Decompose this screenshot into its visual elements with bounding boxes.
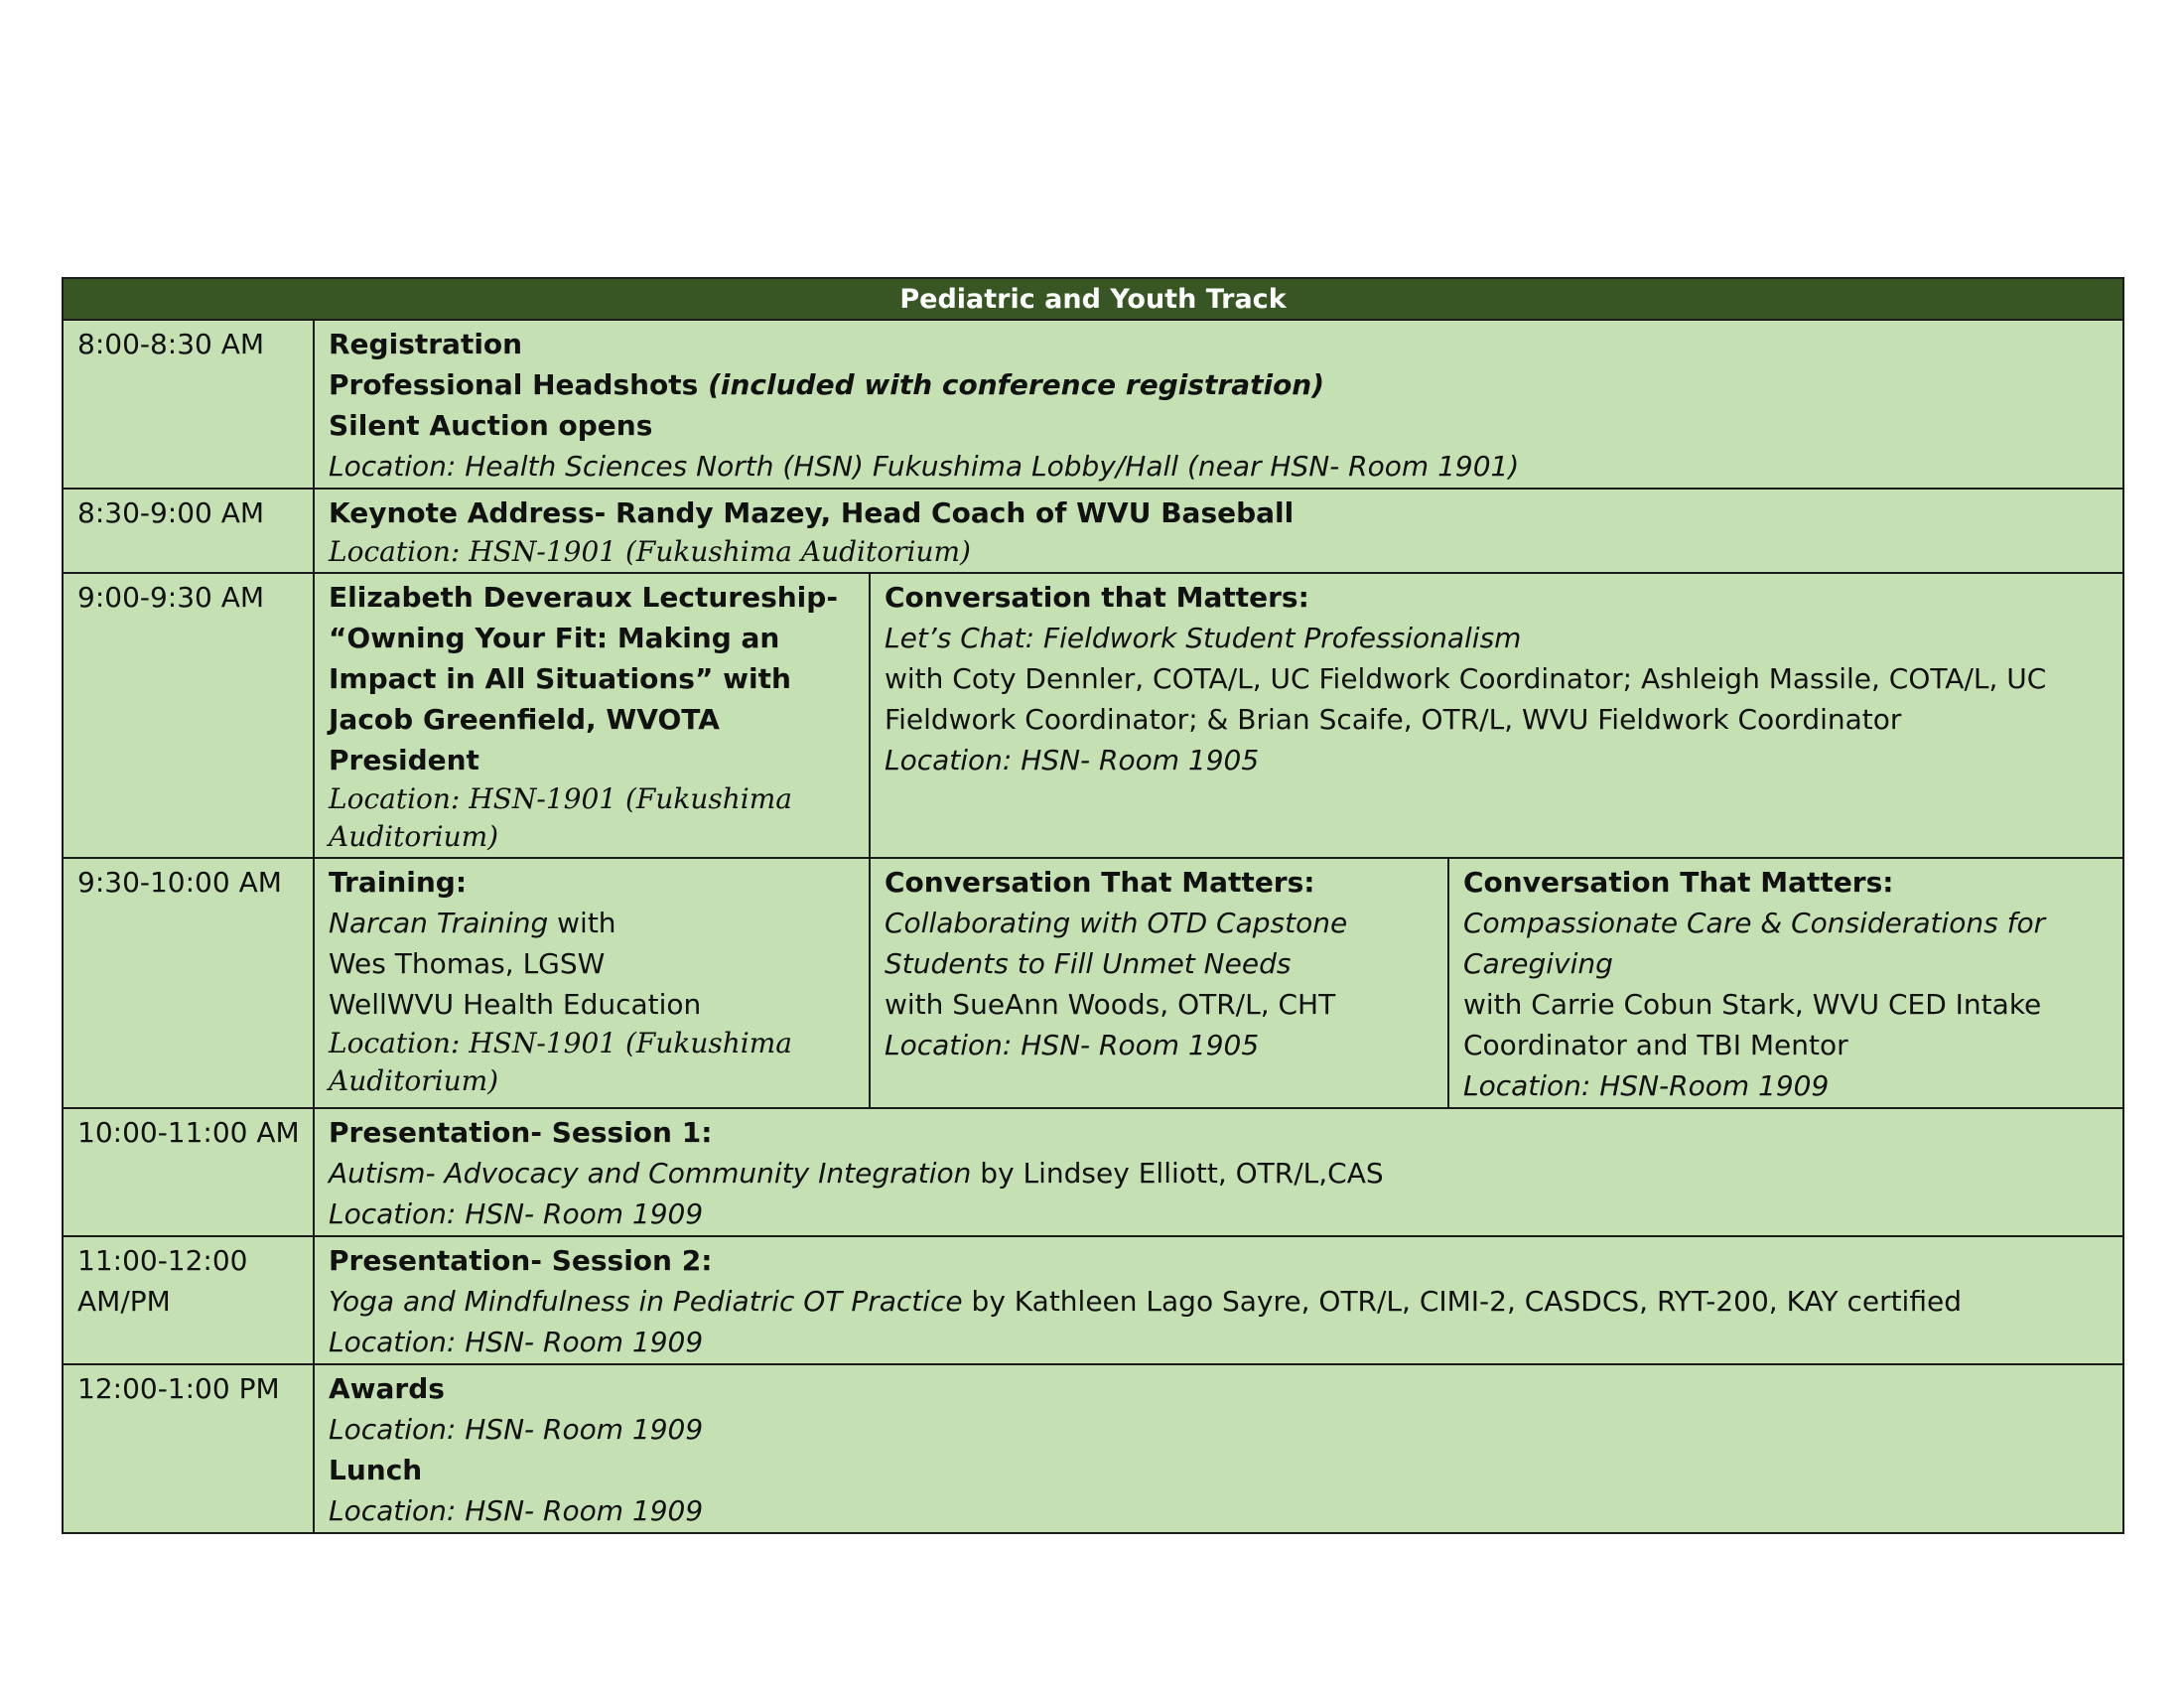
time-cell: 9:00-9:30 AM: [63, 573, 314, 858]
session-location: Location: HSN-1901 (Fukushima Auditorium): [329, 535, 971, 568]
session-heading: Conversation that Matters:: [885, 581, 1309, 614]
session-location: Location: HSN-1901 (Fukushima Auditorium): [329, 1027, 792, 1097]
session-presenter: by Kathleen Lago Sayre, OTR/L, CIMI-2, CASDCS, RYT-200, KAY certified: [962, 1285, 1962, 1318]
schedule-row-awards-lunch: [63, 1364, 2123, 1533]
table-header-row: [63, 278, 2123, 320]
schedule-row-training: [63, 858, 2123, 1108]
session-location: Location: Health Sciences North (HSN) Fukushima Lobby/Hall (near HSN- Room 1901): [329, 450, 1520, 483]
time-cell: 12:00-1:00 PM: [63, 1364, 314, 1533]
session-cell: [314, 1108, 2123, 1236]
session-topic: Narcan Training: [329, 907, 549, 939]
session-location: Location: HSN-1901 (Fukushima Auditorium): [329, 782, 792, 853]
session-topic-line: [329, 1153, 2113, 1194]
schedule-row-keynote: [63, 489, 2123, 573]
session-title: Lunch: [329, 1454, 423, 1486]
session-title: Keynote Address- Randy Mazey, Head Coach of WVU Baseball: [329, 496, 1295, 529]
session-topic: Collaborating with OTD Capstone Students to Fill Unmet Needs: [885, 907, 1348, 980]
session-org: WellWVU Health Education: [329, 988, 702, 1021]
time-cell: 8:30-9:00 AM: [63, 489, 314, 573]
session-cell: [314, 1236, 2123, 1364]
session-heading: Conversation That Matters:: [885, 866, 1315, 899]
session-topic: Let’s Chat: Fieldwork Student Professionalism: [885, 622, 1522, 654]
session-topic: Compassionate Care & Considerations for Caregiving: [1463, 907, 2046, 980]
time-cell: 9:30-10:00 AM: [63, 858, 314, 1108]
session-location: Location: HSN-Room 1909: [1463, 1069, 1830, 1102]
track-title: Pediatric and Youth Track: [63, 278, 2123, 320]
auction-label: Silent Auction opens: [329, 409, 653, 442]
schedule-table: [62, 277, 2124, 1534]
session-heading: Training:: [329, 866, 468, 899]
session-cell: [314, 489, 2123, 573]
session-presenter: by Lindsey Elliott, OTR/L,CAS: [971, 1157, 1384, 1190]
session-location: Location: HSN- Room 1909: [329, 1413, 704, 1446]
session-heading: Conversation That Matters:: [1463, 866, 1894, 899]
session-cell-right: [870, 573, 2123, 858]
time-cell: 10:00-11:00 AM: [63, 1108, 314, 1236]
headshots-label: Professional Headshots: [329, 368, 709, 401]
session-title: Awards: [329, 1372, 445, 1405]
session-cell-left: [314, 573, 870, 858]
session-heading: Presentation- Session 1:: [329, 1116, 713, 1149]
schedule-row-registration: [63, 320, 2123, 489]
time-cell: 11:00-12:00 AM/PM: [63, 1236, 314, 1364]
session-location: Location: HSN- Room 1909: [329, 1197, 704, 1230]
session-location: Location: HSN- Room 1905: [885, 744, 1260, 776]
schedule-row-session-2: [63, 1236, 2123, 1364]
time-cell: 8:00-8:30 AM: [63, 320, 314, 489]
session-title: Registration: [329, 328, 523, 360]
schedule-row-lectureship: [63, 573, 2123, 858]
session-speaker: with Carrie Cobun Stark, WVU CED Intake Coordinator and TBI Mentor: [1463, 988, 2042, 1061]
session-cell-capstone: [870, 858, 1448, 1108]
session-speaker: Wes Thomas, LGSW: [329, 947, 606, 980]
session-cell: [314, 320, 2123, 489]
session-topic: Autism- Advocacy and Community Integration: [329, 1157, 972, 1190]
session-title: Elizabeth Deveraux Lectureship- “Owning Your Fit: Making an Impact in All Situations” with Jacob Greenfield, WVOTA President: [329, 581, 838, 776]
session-cell-training: [314, 858, 870, 1108]
with-text: with: [548, 907, 616, 939]
session-cell: [314, 1364, 2123, 1533]
schedule-row-session-1: [63, 1108, 2123, 1236]
headshots-note: (included with conference registration): [708, 368, 1325, 401]
session-subtitle: [329, 364, 2113, 405]
session-topic-line: [329, 903, 859, 943]
session-topic: Yoga and Mindfulness in Pediatric OT Practice: [329, 1285, 963, 1318]
session-topic-line: [329, 1281, 2113, 1322]
session-location: Location: HSN- Room 1909: [329, 1494, 704, 1527]
session-speaker: with SueAnn Woods, OTR/L, CHT: [885, 988, 1336, 1021]
session-location: Location: HSN- Room 1905: [885, 1029, 1260, 1061]
session-location: Location: HSN- Room 1909: [329, 1326, 704, 1358]
session-heading: Presentation- Session 2:: [329, 1244, 713, 1277]
session-cell-caregiving: [1448, 858, 2123, 1108]
session-speakers: with Coty Dennler, COTA/L, UC Fieldwork Coordinator; Ashleigh Massile, COTA/L, UC Fieldwork Coordinator; & Brian Scaife, OTR/L, WVU Fieldwork Coordinator: [885, 662, 2047, 736]
